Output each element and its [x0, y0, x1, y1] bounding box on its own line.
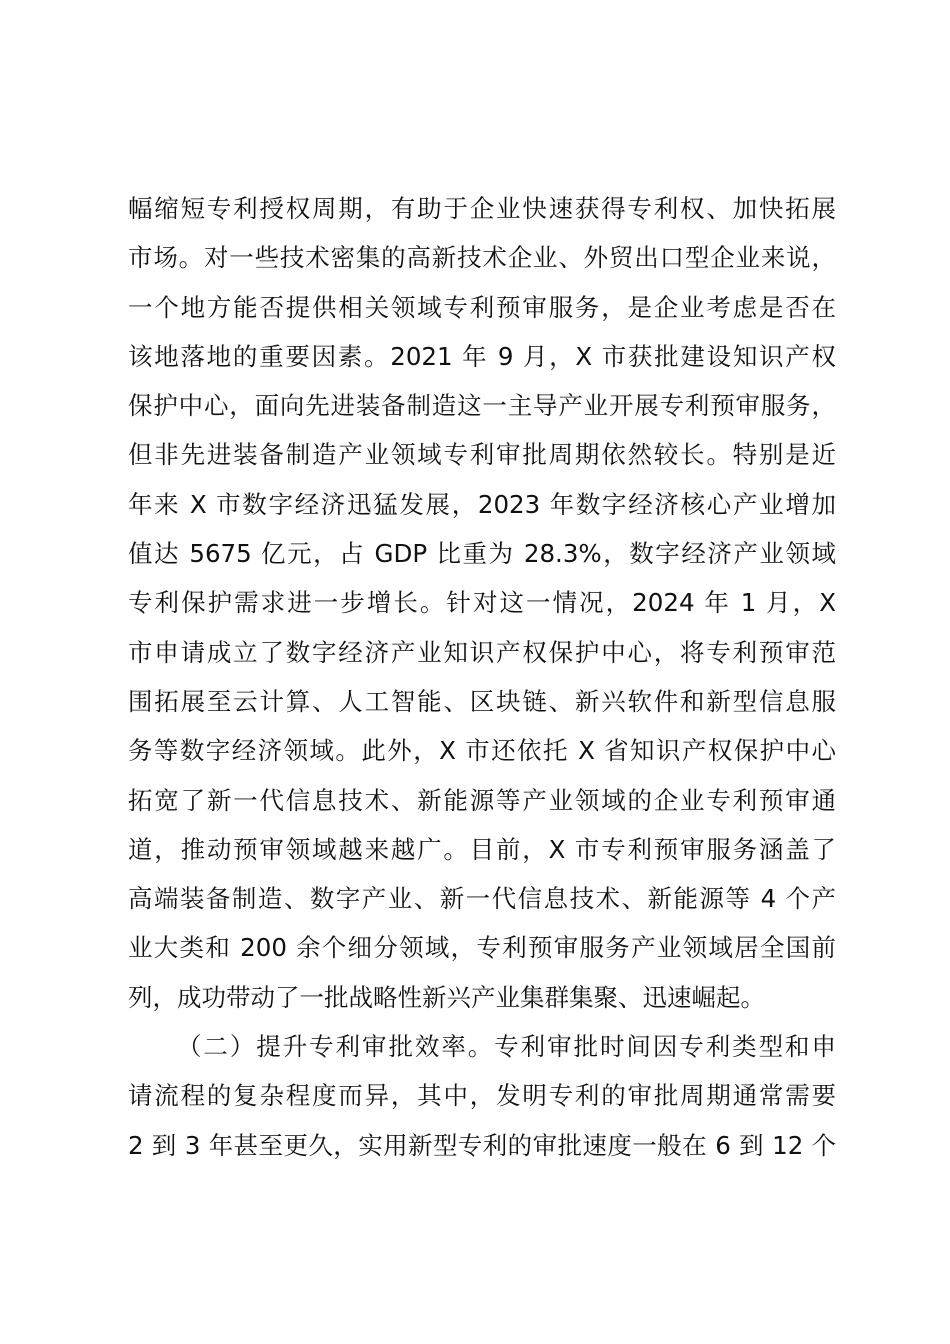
text-line: 务等数字经济领域。此外，X 市还依托 X 省知识产权保护中心: [128, 736, 836, 766]
text-line: 该地落地的重要因素。2021 年 9 月，X 市获批建设知识产权: [128, 341, 836, 371]
text-line: 高端装备制造、数字产业、新一代信息技术、新能源等 4 个产: [128, 884, 836, 914]
text-line: 但非先进装备制造产业领域专利审批周期依然较长。特别是近: [128, 440, 836, 470]
section-heading-line: （二）提升专利审批效率。专利审批时间因专利类型和申: [177, 1032, 836, 1062]
text-line: 专利保护需求进一步增长。针对这一情况，2024 年 1 月，X: [128, 588, 836, 618]
text-line: 拓宽了新一代信息技术、新能源等产业领域的企业专利预审通: [128, 785, 836, 815]
text-line: 幅缩短专利授权周期，有助于企业快速获得专利权、加快拓展: [128, 194, 836, 223]
text-line: 值达 5675 亿元，占 GDP 比重为 28.3%，数字经济产业领域: [128, 539, 836, 569]
text-line: 围拓展至云计算、人工智能、区块链、新兴软件和新型信息服: [128, 686, 836, 716]
text-line: 市场。对一些技术密集的高新技术企业、外贸出口型企业来说，: [128, 243, 836, 273]
text-line: 2 到 3 年甚至更久，实用新型专利的审批速度一般在 6 到 12 个: [128, 1130, 836, 1160]
body-text: [128, 184, 836, 1170]
text-line: 道，推动预审领域越来越广。目前，X 市专利预审服务涵盖了: [128, 834, 836, 864]
text-line: 一个地方能否提供相关领域专利预审服务，是企业考虑是否在: [128, 292, 836, 322]
text-line: 业大类和 200 余个细分领域，专利预审服务产业领域居全国前: [128, 933, 836, 963]
text-line: 请流程的复杂程度而异，其中，发明专利的审批周期通常需要: [128, 1081, 836, 1111]
text-line: 保护中心，面向先进装备制造这一主导产业开展专利预审服务，: [128, 391, 836, 421]
text-line: 年来 X 市数字经济迅猛发展，2023 年数字经济核心产业增加: [128, 489, 836, 519]
text-line: 市申请成立了数字经济产业知识产权保护中心，将专利预审范: [128, 637, 836, 667]
paragraph-end-line: 列，成功带动了一批战略性新兴产业集群集聚、迅速崛起。: [128, 982, 765, 1012]
